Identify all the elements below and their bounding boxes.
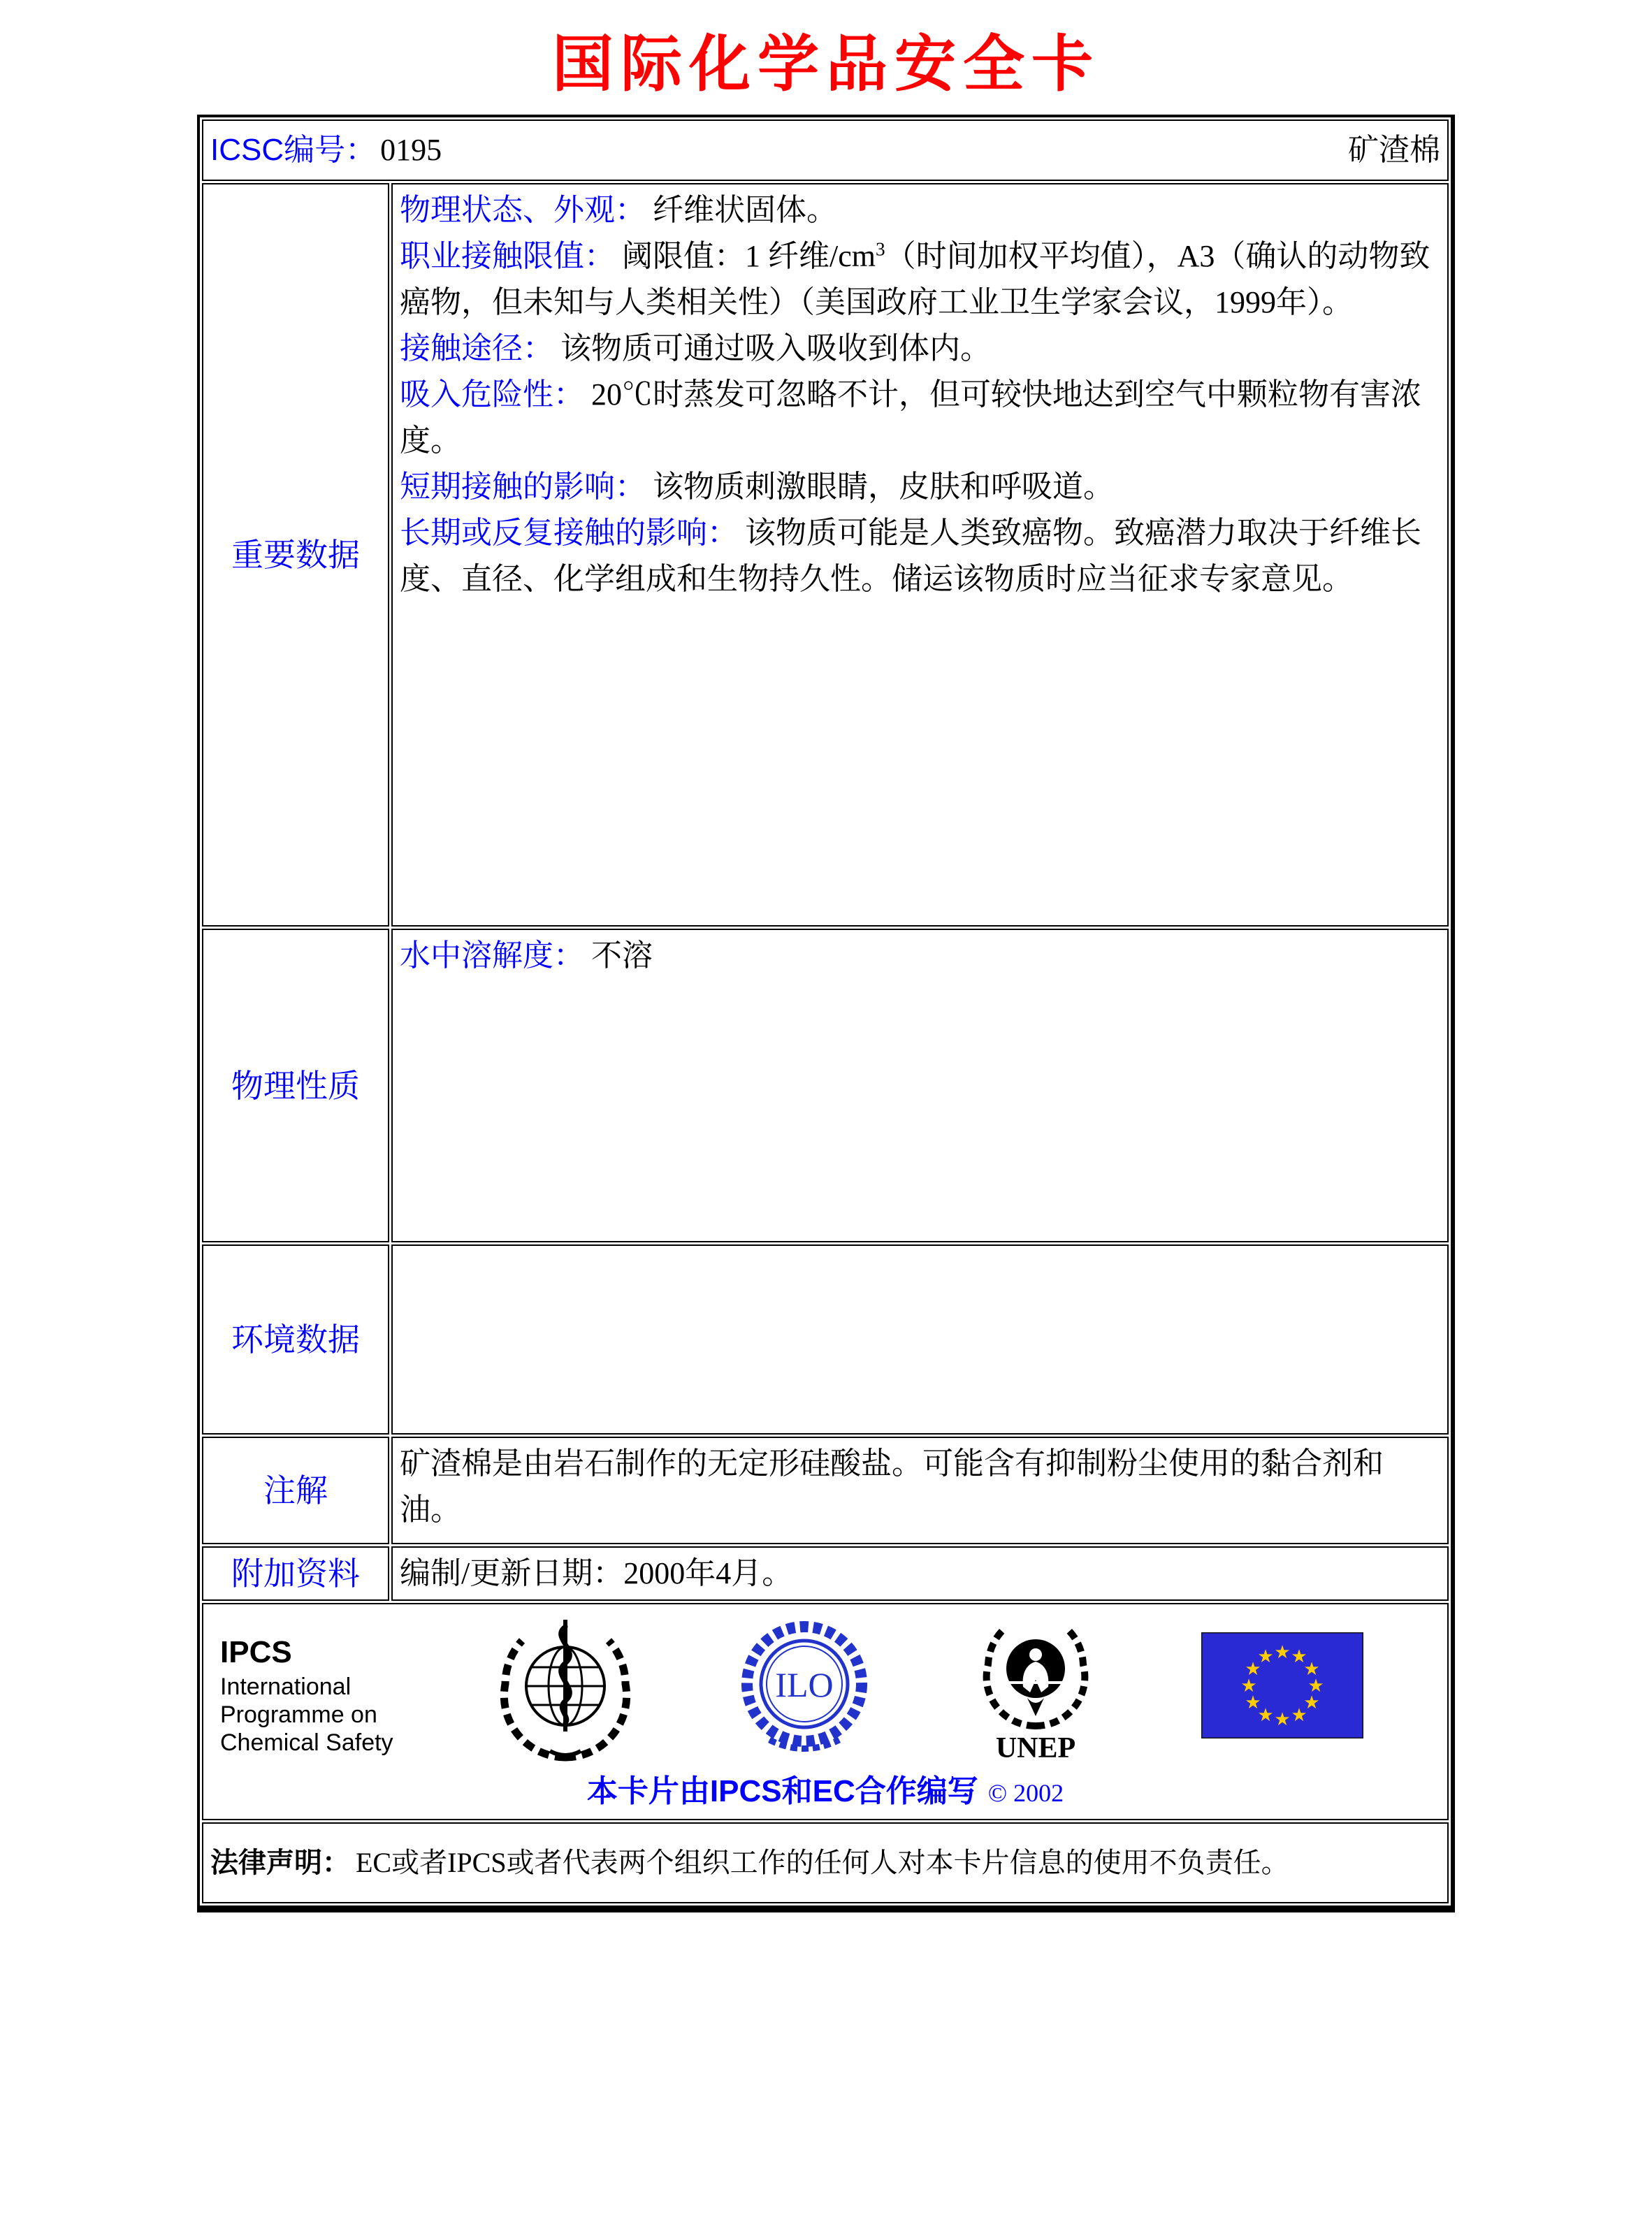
cooperation-caption (210, 1769, 1440, 1816)
physical-state-text: 纤维状固体。 (653, 193, 837, 227)
long-term-effects-item (400, 510, 1440, 602)
icsc-header-row (202, 119, 1449, 181)
environmental-data-content (391, 1244, 1449, 1435)
svg-text:★: ★ (1307, 1675, 1324, 1696)
water-solubility-text: 不溶 (591, 938, 653, 973)
svg-text:★: ★ (1257, 1704, 1274, 1725)
exposure-routes-label: 接触途径： (400, 331, 553, 365)
icsc-number-value: 0195 (380, 133, 442, 167)
inhalation-risk-item (400, 372, 1440, 464)
svg-text:★: ★ (1291, 1704, 1307, 1725)
svg-text:★: ★ (1303, 1692, 1320, 1713)
legal-notice-label: 法律声明： (210, 1847, 350, 1878)
ipcs-line3: Chemical Safety (220, 1729, 393, 1756)
occupational-limit-label: 职业接触限值： (400, 239, 615, 273)
legal-notice-text: EC或者IPCS或者代表两个组织工作的任何人对本卡片信息的使用不负责任。 (356, 1847, 1289, 1878)
additional-info-row (202, 1546, 1449, 1601)
occupational-limit-text-pre: 阈限值：1 纤维/cm (622, 239, 876, 273)
long-term-effects-text: 该物质可能是人类致癌物。致癌潜力取决于纤维长度、直径、化学组成和生物持久性。储运该物质时应当征求专家意见。 (400, 516, 1421, 596)
svg-text:★: ★ (1274, 1641, 1291, 1662)
exposure-routes-item (400, 326, 1440, 372)
notes-row (202, 1437, 1449, 1544)
physical-state-item (400, 187, 1440, 233)
notes-content: 矿渣棉是由岩石制作的无定形硅酸盐。可能含有抑制粉尘使用的黏合剂和油。 (391, 1437, 1449, 1544)
short-term-effects-item (400, 464, 1440, 510)
cooperation-caption-text: 本卡片由IPCS和EC合作编写 (586, 1774, 978, 1808)
svg-text:★: ★ (1257, 1646, 1274, 1667)
environmental-data-row (202, 1244, 1449, 1435)
additional-info-content: 编制/更新日期：2000年4月。 (391, 1546, 1449, 1601)
copyright-text: © 2002 (987, 1779, 1064, 1807)
occupational-limit-superscript: 3 (875, 238, 885, 260)
logos-cell (202, 1603, 1449, 1820)
unep-letters: UNEP (996, 1732, 1076, 1764)
occupational-limit-item (400, 233, 1440, 326)
physical-state-label: 物理状态、外观： (400, 193, 646, 227)
who-logo-icon (495, 1614, 635, 1764)
legal-notice-cell (202, 1822, 1449, 1903)
ipcs-line1: International (220, 1674, 352, 1700)
exposure-routes-text: 该物质可通过吸入吸收到体内。 (560, 331, 991, 365)
svg-text:★: ★ (1291, 1646, 1307, 1667)
svg-text:★: ★ (1274, 1708, 1291, 1729)
water-solubility-item (400, 933, 1440, 979)
ipcs-text-block (220, 1614, 393, 1757)
icsc-number-label: ICSC编号： (210, 133, 377, 167)
icsc-header-cell (202, 119, 1449, 181)
page-title: 国际化学品安全卡 (551, 31, 1100, 99)
svg-text:★: ★ (1240, 1675, 1257, 1696)
inhalation-risk-label: 吸入危险性： (400, 377, 584, 412)
occupational-limit-text-post: （时间加权平均值），A3（确认的动物致癌物，但未知与人类相关性）（美国政府工业卫生学家会议，1999年）。 (400, 239, 1430, 319)
physical-properties-row-label: 物理性质 (202, 929, 389, 1242)
additional-info-row-label: 附加资料 (202, 1546, 389, 1601)
important-data-content (391, 183, 1449, 927)
ilo-letters: ILO (775, 1665, 834, 1704)
ipcs-line2: Programme on (220, 1701, 377, 1728)
short-term-effects-text: 该物质刺激眼睛，皮肤和呼吸道。 (653, 470, 1114, 504)
safety-card-table (197, 115, 1455, 1912)
eu-flag-icon (1201, 1632, 1363, 1738)
svg-text:★: ★ (1303, 1658, 1320, 1679)
notes-row-label: 注解 (202, 1437, 389, 1544)
important-data-row-label: 重要数据 (202, 183, 389, 927)
important-data-row (202, 183, 1449, 927)
ipcs-title: IPCS (220, 1635, 292, 1669)
long-term-effects-label: 长期或反复接触的影响： (400, 516, 738, 550)
logos-row (202, 1603, 1449, 1820)
water-solubility-label: 水中溶解度： (400, 938, 584, 973)
svg-text:★: ★ (1245, 1658, 1261, 1679)
ilo-logo-icon (738, 1614, 871, 1761)
svg-text:★: ★ (1245, 1692, 1261, 1713)
environmental-data-row-label: 环境数据 (202, 1244, 389, 1435)
unep-logo-icon (973, 1614, 1099, 1764)
icsc-number-group (210, 127, 442, 173)
physical-properties-content (391, 929, 1449, 1242)
legal-notice-row (202, 1822, 1449, 1903)
short-term-effects-label: 短期接触的影响： (400, 470, 646, 504)
chemical-name: 矿渣棉 (1348, 133, 1440, 167)
physical-properties-row (202, 929, 1449, 1242)
inhalation-risk-text: 20℃时蒸发可忽略不计，但可较快地达到空气中颗粒物有害浓度。 (400, 377, 1421, 458)
